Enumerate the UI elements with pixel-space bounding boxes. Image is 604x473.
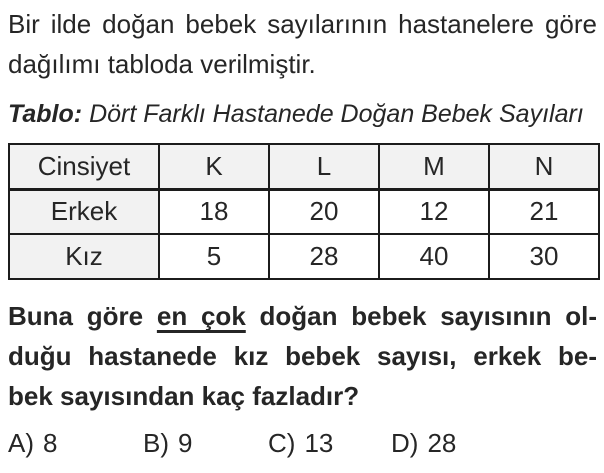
option-b-value: 9 — [178, 428, 193, 458]
intro-line: Bir ilde doğan bebek sayılarının hastanelere göre — [8, 9, 597, 39]
babies-table — [8, 143, 600, 280]
option-d — [391, 426, 597, 460]
option-b — [143, 426, 268, 460]
row-label: Erkek — [9, 189, 159, 234]
option-a-label: A) — [8, 428, 34, 458]
caption-text: Dört Farklı Hastanede Doğan Bebek Sayıları — [89, 100, 584, 128]
header-cell-cinsiyet: Cinsiyet — [9, 144, 159, 189]
header-cell-l: L — [269, 144, 379, 189]
answer-options — [8, 426, 597, 460]
emphasis-underline: en çok — [156, 301, 246, 331]
table-row-erkek — [9, 189, 599, 234]
header-cell-m: M — [379, 144, 489, 189]
option-c-value: 13 — [304, 428, 334, 458]
value-cell: 20 — [269, 189, 379, 234]
option-c-label: C) — [268, 428, 296, 458]
option-d-value: 28 — [427, 428, 457, 458]
table-caption — [8, 98, 597, 130]
question-line: duğu hastanede kız bebek sayısı, erkek be- — [8, 341, 597, 371]
value-cell: 18 — [159, 189, 269, 234]
question-line: bek sayısından kaç fazladır? — [8, 381, 360, 411]
table-header-row — [9, 144, 599, 189]
value-cell: 30 — [489, 234, 599, 279]
question-text — [8, 296, 597, 416]
table-row-kiz — [9, 234, 599, 279]
option-b-label: B) — [143, 428, 169, 458]
value-cell: 5 — [159, 234, 269, 279]
caption-label: Tablo: — [8, 100, 83, 128]
value-cell: 28 — [269, 234, 379, 279]
header-cell-k: K — [159, 144, 269, 189]
question-line — [8, 296, 597, 336]
header-cell-n: N — [489, 144, 599, 189]
option-a — [8, 426, 143, 460]
value-cell: 40 — [379, 234, 489, 279]
value-cell: 12 — [379, 189, 489, 234]
intro-line: dağılımı tabloda verilmiştir. — [8, 49, 316, 79]
option-c — [268, 426, 391, 460]
value-cell: 21 — [489, 189, 599, 234]
row-label: Kız — [9, 234, 159, 279]
option-d-label: D) — [391, 428, 419, 458]
intro-text — [8, 4, 597, 84]
question-segment: Buna göre — [8, 301, 157, 331]
option-a-value: 8 — [43, 428, 58, 458]
question-segment: doğan bebek sayısının ol- — [245, 301, 597, 331]
